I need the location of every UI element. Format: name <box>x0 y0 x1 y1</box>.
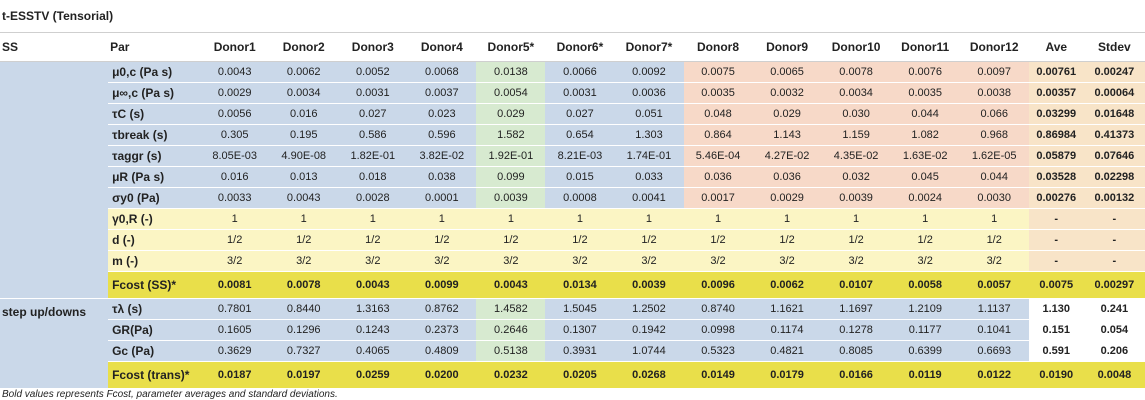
table-row <box>0 299 1145 320</box>
parameter-label: σy0 (Pa) <box>108 188 200 209</box>
value-cell: 0.7327 <box>269 341 338 362</box>
value-cell: 0.1177 <box>891 320 960 341</box>
value-cell: 0.0998 <box>684 320 753 341</box>
table-row <box>0 341 1145 362</box>
value-cell: 1.082 <box>891 125 960 146</box>
value-cell: 1.74E-01 <box>614 146 683 167</box>
value-cell: 0.4065 <box>338 341 407 362</box>
average-cell: 1.130 <box>1029 299 1084 320</box>
value-cell: 1 <box>822 209 891 230</box>
value-cell: 3/2 <box>476 251 545 272</box>
column-header: Donor1 <box>200 33 269 62</box>
value-cell: 0.0032 <box>753 83 822 104</box>
value-cell: 1 <box>269 209 338 230</box>
value-cell: 0.0039 <box>614 272 683 299</box>
column-header: Donor3 <box>338 33 407 62</box>
value-cell: 0.029 <box>753 104 822 125</box>
value-cell: 0.2646 <box>476 320 545 341</box>
average-cell: - <box>1029 209 1084 230</box>
column-header: Donor8 <box>684 33 753 62</box>
value-cell: 3/2 <box>269 251 338 272</box>
value-cell: 3/2 <box>960 251 1029 272</box>
parameter-label: Fcost (trans)* <box>108 362 200 389</box>
column-header: Donor11 <box>891 33 960 62</box>
value-cell: 0.036 <box>684 167 753 188</box>
stdev-cell: - <box>1084 209 1145 230</box>
average-cell: 0.00276 <box>1029 188 1084 209</box>
value-cell: 0.066 <box>960 104 1029 125</box>
section-label: step up/downs <box>0 299 108 389</box>
value-cell: 1/2 <box>476 230 545 251</box>
table-row <box>0 209 1145 230</box>
value-cell: 0.029 <box>476 104 545 125</box>
average-cell: 0.00761 <box>1029 62 1084 83</box>
average-cell: 0.151 <box>1029 320 1084 341</box>
value-cell: 0.0066 <box>545 62 614 83</box>
value-cell: 0.2373 <box>407 320 476 341</box>
table-row <box>0 188 1145 209</box>
value-cell: 0.0149 <box>684 362 753 389</box>
value-cell: 0.0259 <box>338 362 407 389</box>
value-cell: 0.0197 <box>269 362 338 389</box>
value-cell: 0.016 <box>200 167 269 188</box>
value-cell: 0.013 <box>269 167 338 188</box>
value-cell: 1.582 <box>476 125 545 146</box>
column-header: Donor4 <box>407 33 476 62</box>
value-cell: 0.7801 <box>200 299 269 320</box>
table-row <box>0 104 1145 125</box>
parameter-label: μ0,c (Pa s) <box>108 62 200 83</box>
value-cell: 0.0034 <box>269 83 338 104</box>
value-cell: 1 <box>476 209 545 230</box>
value-cell: 1 <box>891 209 960 230</box>
column-header: Donor6* <box>545 33 614 62</box>
value-cell: 0.023 <box>407 104 476 125</box>
stdev-cell: 0.07646 <box>1084 146 1145 167</box>
value-cell: 0.195 <box>269 125 338 146</box>
value-cell: 0.027 <box>338 104 407 125</box>
value-cell: 0.0029 <box>200 83 269 104</box>
value-cell: 0.4809 <box>407 341 476 362</box>
value-cell: 4.35E-02 <box>822 146 891 167</box>
value-cell: 0.8762 <box>407 299 476 320</box>
value-cell: 0.0001 <box>407 188 476 209</box>
footnote: Bold values represents Fcost, parameter averages and standard deviations. <box>2 389 338 400</box>
parameter-label: GR(Pa) <box>108 320 200 341</box>
value-cell: 0.0041 <box>614 188 683 209</box>
parameter-label: Gc (Pa) <box>108 341 200 362</box>
value-cell: 0.0232 <box>476 362 545 389</box>
value-cell: 8.21E-03 <box>545 146 614 167</box>
stdev-cell: 0.00064 <box>1084 83 1145 104</box>
value-cell: 1 <box>614 209 683 230</box>
value-cell: 1/2 <box>614 230 683 251</box>
table-row <box>0 146 1145 167</box>
value-cell: 0.0078 <box>269 272 338 299</box>
value-cell: 0.0038 <box>960 83 1029 104</box>
value-cell: 0.0187 <box>200 362 269 389</box>
value-cell: 4.27E-02 <box>753 146 822 167</box>
value-cell: 0.0029 <box>753 188 822 209</box>
value-cell: 0.0068 <box>407 62 476 83</box>
value-cell: 0.0065 <box>753 62 822 83</box>
parameter-label: γ0,R (-) <box>108 209 200 230</box>
value-cell: 0.6693 <box>960 341 1029 362</box>
value-cell: 0.8440 <box>269 299 338 320</box>
value-cell: 0.1605 <box>200 320 269 341</box>
value-cell: 3/2 <box>545 251 614 272</box>
value-cell: 0.4821 <box>753 341 822 362</box>
value-cell: 0.0119 <box>891 362 960 389</box>
value-cell: 1.159 <box>822 125 891 146</box>
value-cell: 0.8085 <box>822 341 891 362</box>
value-cell: 0.0031 <box>338 83 407 104</box>
value-cell: 1/2 <box>753 230 822 251</box>
value-cell: 0.864 <box>684 125 753 146</box>
column-header: Ave <box>1029 33 1084 62</box>
stdev-cell: 0.00247 <box>1084 62 1145 83</box>
table-row <box>0 83 1145 104</box>
value-cell: 1.4582 <box>476 299 545 320</box>
stdev-cell: 0.02298 <box>1084 167 1145 188</box>
value-cell: 1.2502 <box>614 299 683 320</box>
value-cell: 3/2 <box>684 251 753 272</box>
column-header: Stdev <box>1084 33 1145 62</box>
value-cell: 0.0043 <box>200 62 269 83</box>
stdev-cell: 0.241 <box>1084 299 1145 320</box>
average-cell: 0.0190 <box>1029 362 1084 389</box>
value-cell: 1.1697 <box>822 299 891 320</box>
value-cell: 4.90E-08 <box>269 146 338 167</box>
value-cell: 0.596 <box>407 125 476 146</box>
average-cell: - <box>1029 230 1084 251</box>
value-cell: 1/2 <box>545 230 614 251</box>
value-cell: 0.0107 <box>822 272 891 299</box>
table-row <box>0 320 1145 341</box>
column-header: Par <box>108 33 200 62</box>
value-cell: 0.0037 <box>407 83 476 104</box>
table-row <box>0 230 1145 251</box>
value-cell: 0.030 <box>822 104 891 125</box>
value-cell: 0.032 <box>822 167 891 188</box>
parameter-label: τbreak (s) <box>108 125 200 146</box>
value-cell: 0.0092 <box>614 62 683 83</box>
value-cell: 0.0030 <box>960 188 1029 209</box>
value-cell: 0.0076 <box>891 62 960 83</box>
value-cell: 0.027 <box>545 104 614 125</box>
value-cell: 8.05E-03 <box>200 146 269 167</box>
value-cell: 1/2 <box>338 230 407 251</box>
value-cell: 3/2 <box>200 251 269 272</box>
value-cell: 0.0138 <box>476 62 545 83</box>
value-cell: 0.586 <box>338 125 407 146</box>
value-cell: 0.0035 <box>684 83 753 104</box>
table-row <box>0 272 1145 299</box>
parameter-label: m (-) <box>108 251 200 272</box>
value-cell: 0.1296 <box>269 320 338 341</box>
value-cell: 1 <box>684 209 753 230</box>
column-header: Donor10 <box>822 33 891 62</box>
column-header: SS <box>0 33 108 62</box>
stdev-cell: 0.0048 <box>1084 362 1145 389</box>
value-cell: 1 <box>338 209 407 230</box>
value-cell: 1.2109 <box>891 299 960 320</box>
parameter-label: μR (Pa s) <box>108 167 200 188</box>
value-cell: 0.8740 <box>684 299 753 320</box>
value-cell: 0.0031 <box>545 83 614 104</box>
average-cell: 0.05879 <box>1029 146 1084 167</box>
average-cell: - <box>1029 251 1084 272</box>
column-header: Donor9 <box>753 33 822 62</box>
parameter-label: Fcost (SS)* <box>108 272 200 299</box>
value-cell: 0.045 <box>891 167 960 188</box>
stdev-cell: - <box>1084 230 1145 251</box>
average-cell: 0.03528 <box>1029 167 1084 188</box>
column-header: Donor5* <box>476 33 545 62</box>
average-cell: 0.0075 <box>1029 272 1084 299</box>
section-label <box>0 62 108 299</box>
value-cell: 3.82E-02 <box>407 146 476 167</box>
value-cell: 0.0078 <box>822 62 891 83</box>
value-cell: 0.0035 <box>891 83 960 104</box>
value-cell: 0.038 <box>407 167 476 188</box>
value-cell: 0.654 <box>545 125 614 146</box>
value-cell: 1 <box>960 209 1029 230</box>
value-cell: 1.92E-01 <box>476 146 545 167</box>
value-cell: 0.5323 <box>684 341 753 362</box>
stdev-cell: - <box>1084 251 1145 272</box>
value-cell: 0.0099 <box>407 272 476 299</box>
value-cell: 3/2 <box>407 251 476 272</box>
value-cell: 0.0017 <box>684 188 753 209</box>
value-cell: 0.0039 <box>822 188 891 209</box>
value-cell: 1 <box>200 209 269 230</box>
value-cell: 0.0033 <box>200 188 269 209</box>
table-row <box>0 125 1145 146</box>
value-cell: 0.0200 <box>407 362 476 389</box>
value-cell: 1.143 <box>753 125 822 146</box>
column-header: Donor7* <box>614 33 683 62</box>
value-cell: 1.1621 <box>753 299 822 320</box>
value-cell: 0.0028 <box>338 188 407 209</box>
stdev-cell: 0.054 <box>1084 320 1145 341</box>
value-cell: 3/2 <box>338 251 407 272</box>
table-row <box>0 62 1145 83</box>
value-cell: 0.018 <box>338 167 407 188</box>
value-cell: 0.0024 <box>891 188 960 209</box>
value-cell: 0.0096 <box>684 272 753 299</box>
value-cell: 1/2 <box>822 230 891 251</box>
value-cell: 0.036 <box>753 167 822 188</box>
value-cell: 3/2 <box>891 251 960 272</box>
value-cell: 1.5045 <box>545 299 614 320</box>
average-cell: 0.86984 <box>1029 125 1084 146</box>
parameters-table <box>0 32 1145 389</box>
value-cell: 0.3931 <box>545 341 614 362</box>
value-cell: 1 <box>753 209 822 230</box>
value-cell: 1/2 <box>269 230 338 251</box>
value-cell: 0.6399 <box>891 341 960 362</box>
value-cell: 0.0062 <box>753 272 822 299</box>
stdev-cell: 0.41373 <box>1084 125 1145 146</box>
table-row <box>0 167 1145 188</box>
value-cell: 0.0268 <box>614 362 683 389</box>
value-cell: 0.051 <box>614 104 683 125</box>
value-cell: 0.0081 <box>200 272 269 299</box>
average-cell: 0.591 <box>1029 341 1084 362</box>
value-cell: 0.0179 <box>753 362 822 389</box>
stdev-cell: 0.00297 <box>1084 272 1145 299</box>
value-cell: 0.0122 <box>960 362 1029 389</box>
value-cell: 1.62E-05 <box>960 146 1029 167</box>
average-cell: 0.00357 <box>1029 83 1084 104</box>
value-cell: 1 <box>407 209 476 230</box>
value-cell: 0.016 <box>269 104 338 125</box>
value-cell: 1/2 <box>407 230 476 251</box>
value-cell: 1.82E-01 <box>338 146 407 167</box>
value-cell: 0.1942 <box>614 320 683 341</box>
table-row <box>0 251 1145 272</box>
value-cell: 0.0008 <box>545 188 614 209</box>
value-cell: 0.3629 <box>200 341 269 362</box>
parameter-label: τλ (s) <box>108 299 200 320</box>
value-cell: 0.0036 <box>614 83 683 104</box>
value-cell: 0.1278 <box>822 320 891 341</box>
value-cell: 0.0097 <box>960 62 1029 83</box>
parameter-label: τC (s) <box>108 104 200 125</box>
value-cell: 1.303 <box>614 125 683 146</box>
value-cell: 0.1174 <box>753 320 822 341</box>
value-cell: 0.0166 <box>822 362 891 389</box>
value-cell: 0.044 <box>960 167 1029 188</box>
stdev-cell: 0.01648 <box>1084 104 1145 125</box>
value-cell: 0.0205 <box>545 362 614 389</box>
value-cell: 0.0043 <box>269 188 338 209</box>
parameter-label: d (-) <box>108 230 200 251</box>
header-row <box>0 33 1145 62</box>
value-cell: 3/2 <box>822 251 891 272</box>
parameter-label: μ∞,c (Pa s) <box>108 83 200 104</box>
value-cell: 0.305 <box>200 125 269 146</box>
column-header: Donor12 <box>960 33 1029 62</box>
value-cell: 0.0043 <box>476 272 545 299</box>
value-cell: 0.015 <box>545 167 614 188</box>
value-cell: 0.0039 <box>476 188 545 209</box>
value-cell: 0.1243 <box>338 320 407 341</box>
table-row <box>0 362 1145 389</box>
value-cell: 0.0057 <box>960 272 1029 299</box>
value-cell: 0.5138 <box>476 341 545 362</box>
value-cell: 1/2 <box>200 230 269 251</box>
value-cell: 0.0075 <box>684 62 753 83</box>
stdev-cell: 0.206 <box>1084 341 1145 362</box>
value-cell: 1/2 <box>684 230 753 251</box>
value-cell: 0.1041 <box>960 320 1029 341</box>
value-cell: 0.0134 <box>545 272 614 299</box>
value-cell: 0.0043 <box>338 272 407 299</box>
value-cell: 0.044 <box>891 104 960 125</box>
parameter-label: τaggr (s) <box>108 146 200 167</box>
value-cell: 1.63E-02 <box>891 146 960 167</box>
average-cell: 0.03299 <box>1029 104 1084 125</box>
value-cell: 1/2 <box>891 230 960 251</box>
stdev-cell: 0.00132 <box>1084 188 1145 209</box>
value-cell: 0.1307 <box>545 320 614 341</box>
value-cell: 0.0062 <box>269 62 338 83</box>
table-title: t-ESSTV (Tensorial) <box>2 9 114 23</box>
value-cell: 0.099 <box>476 167 545 188</box>
value-cell: 5.46E-04 <box>684 146 753 167</box>
value-cell: 1/2 <box>960 230 1029 251</box>
value-cell: 3/2 <box>753 251 822 272</box>
value-cell: 0.033 <box>614 167 683 188</box>
column-header: Donor2 <box>269 33 338 62</box>
value-cell: 0.0054 <box>476 83 545 104</box>
value-cell: 3/2 <box>614 251 683 272</box>
value-cell: 0.048 <box>684 104 753 125</box>
value-cell: 0.0056 <box>200 104 269 125</box>
value-cell: 0.0034 <box>822 83 891 104</box>
value-cell: 0.0052 <box>338 62 407 83</box>
value-cell: 1.3163 <box>338 299 407 320</box>
value-cell: 1.1137 <box>960 299 1029 320</box>
value-cell: 1.0744 <box>614 341 683 362</box>
value-cell: 0.968 <box>960 125 1029 146</box>
value-cell: 1 <box>545 209 614 230</box>
value-cell: 0.0058 <box>891 272 960 299</box>
